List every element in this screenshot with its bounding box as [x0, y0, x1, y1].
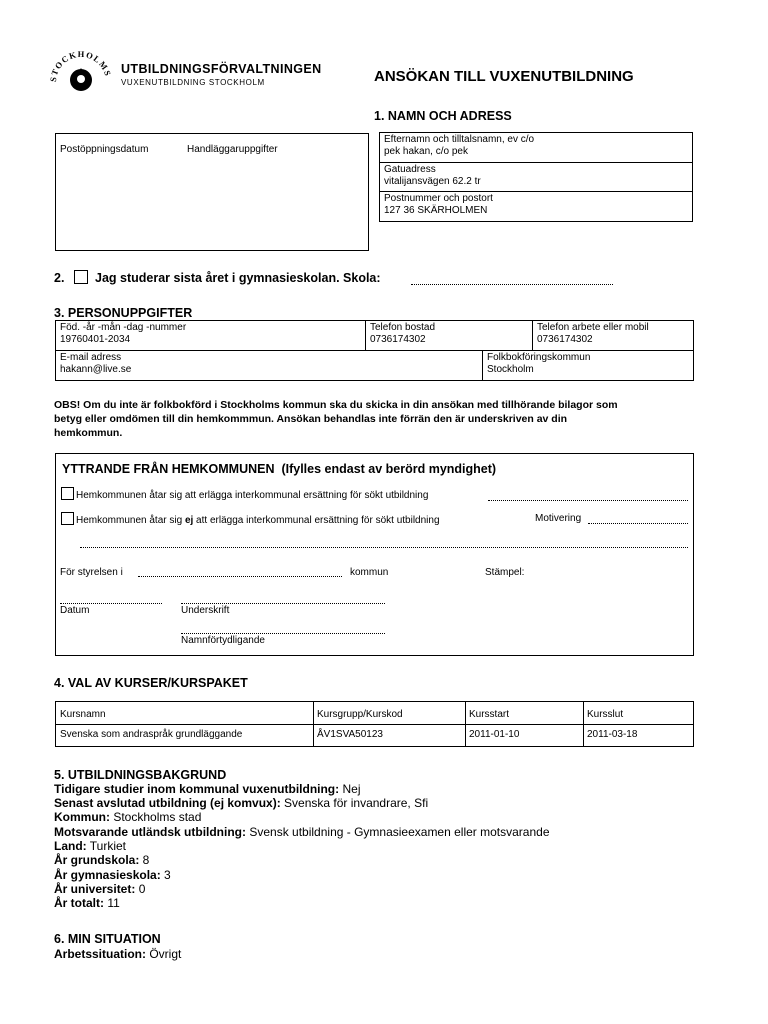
- last-year-checkbox[interactable]: [74, 270, 88, 284]
- list-item: [54, 825, 550, 839]
- pnr-label: Föd. -år -mån -dag -nummer: [60, 322, 187, 333]
- background-value: 3: [160, 868, 171, 882]
- municipality-field[interactable]: [482, 350, 693, 380]
- option1-checkbox[interactable]: [61, 487, 74, 500]
- work-phone-field[interactable]: [532, 321, 693, 350]
- section1-heading: 1. NAMN OCH ADRESS: [374, 109, 512, 123]
- form-title: ANSÖKAN TILL VUXENUTBILDNING: [374, 68, 634, 85]
- postal-field[interactable]: [380, 191, 692, 221]
- obs-line-2: betyg eller omdömen till din hemkommmun. Ansökan behandlas inte förrän den är underskriven av din: [54, 413, 568, 425]
- personal-info-box: [55, 320, 694, 381]
- home-phone-label: Telefon bostad: [370, 322, 436, 333]
- date-input-line[interactable]: [60, 603, 162, 604]
- section2-number: 2.: [54, 271, 65, 285]
- option2-text-post: att erlägga interkommunal ersättning för sökt utbildning: [193, 515, 440, 526]
- background-label: Tidigare studier inom kommunal vuxenutbildning:: [54, 782, 340, 796]
- motivation-input-line[interactable]: [588, 523, 688, 524]
- stamp-label: Stämpel:: [485, 567, 525, 578]
- statement-heading: YTTRANDE FRÅN HEMKOMMUNEN: [62, 462, 275, 476]
- home-phone-value: 0736174302: [370, 334, 426, 345]
- background-label: År universitet:: [54, 882, 136, 896]
- clarification-label: Namnförtydligande: [181, 635, 265, 646]
- section6-heading: 6. MIN SITUATION: [54, 932, 161, 946]
- background-label: År gymnasieskola:: [54, 868, 161, 882]
- motivation-label: Motivering: [535, 513, 582, 524]
- statement-heading-note: (Ifylles endast av berörd myndighet): [281, 462, 497, 476]
- city-seal-logo: [48, 46, 114, 106]
- background-value: Turkiet: [86, 839, 127, 853]
- option2-label: [76, 515, 440, 527]
- section5-heading: 5. UTBILDNINGSBAKGRUND: [54, 768, 227, 782]
- signature-input-line[interactable]: [181, 603, 385, 604]
- background-label: Land:: [54, 839, 87, 853]
- background-value: Svenska för invandrare, Sfi: [280, 796, 429, 810]
- background-value: Nej: [339, 782, 361, 796]
- municipality-label: Folkbokföringskommun: [487, 352, 591, 363]
- school-input-line[interactable]: [411, 284, 613, 285]
- background-value: Svensk utbildning - Gymnasieexamen eller motsvarande: [246, 825, 550, 839]
- option2-text-pre: Hemkommunen åtar sig: [76, 515, 185, 526]
- signature-label: Underskrift: [181, 605, 230, 616]
- name-field[interactable]: [380, 133, 692, 162]
- office-use-box: [55, 133, 369, 251]
- pnr-value: 19760401-2034: [60, 334, 131, 345]
- post-date-label: Postöppningsdatum: [60, 144, 149, 155]
- email-value: hakann@live.se: [60, 364, 132, 375]
- statement-box: [55, 453, 694, 656]
- courses-header-name: Kursnamn: [60, 709, 106, 720]
- work-situation-label: Arbetssituation:: [54, 947, 147, 961]
- list-item: [54, 896, 120, 910]
- section4-heading: 4. VAL AV KURSER/KURSPAKET: [54, 676, 248, 690]
- table-row: [56, 724, 693, 746]
- street-value: vitalijansvägen 62.2 tr: [384, 176, 481, 187]
- list-item: [54, 782, 360, 796]
- background-value: 0: [135, 882, 146, 896]
- seal-text: STOCKHOLMS: [48, 48, 114, 83]
- background-label: Kommun:: [54, 810, 110, 824]
- postal-value: 127 36 SKÄRHOLMEN: [384, 205, 488, 216]
- background-value: Stockholms stad: [110, 810, 202, 824]
- courses-header-end: Kursslut: [587, 709, 624, 720]
- street-label: Gatuadress: [384, 164, 436, 175]
- home-phone-field[interactable]: [365, 321, 533, 350]
- work-phone-value: 0736174302: [537, 334, 593, 345]
- list-item: [54, 796, 428, 810]
- municipality-suffix: kommun: [350, 567, 389, 578]
- option1-label: Hemkommunen åtar sig att erlägga interkommunal ersättning för sökt utbildning: [76, 490, 429, 501]
- pnr-field[interactable]: [56, 321, 367, 350]
- background-label: År totalt:: [54, 896, 104, 910]
- handler-label: Handläggaruppgifter: [187, 144, 278, 155]
- street-field[interactable]: [380, 162, 692, 191]
- obs-note: [54, 398, 704, 440]
- work-situation-line: [54, 947, 181, 961]
- course-name-cell: Svenska som andraspråk grundläggande: [60, 729, 243, 740]
- email-field[interactable]: [56, 350, 483, 380]
- statement-heading-row: [62, 462, 496, 476]
- list-item: [54, 882, 145, 896]
- email-label: E-mail adress: [60, 352, 122, 363]
- list-item: [54, 853, 149, 867]
- obs-line-3: hemkommun.: [54, 427, 123, 439]
- work-situation-value: Övrigt: [146, 947, 182, 961]
- courses-header-code: Kursgrupp/Kurskod: [317, 709, 403, 720]
- org-subtitle: VUXENUTBILDNING STOCKHOLM: [121, 78, 265, 87]
- option1-input-line[interactable]: [488, 500, 688, 501]
- background-value: 8: [139, 853, 150, 867]
- list-item: [54, 839, 126, 853]
- motivation-input-line-2[interactable]: [80, 547, 688, 548]
- date-label: Datum: [60, 605, 90, 616]
- list-item: [54, 868, 171, 882]
- obs-line-1: OBS! Om du inte är folkbokförd i Stockholms kommun ska du skicka in din ansökan med tillhörande bilagor som: [54, 399, 618, 411]
- section2-text: Jag studerar sista året i gymnasieskolan. Skola:: [95, 271, 381, 285]
- background-value: 11: [104, 896, 120, 910]
- option2-checkbox[interactable]: [61, 512, 74, 525]
- board-municipality-input-line[interactable]: [138, 576, 342, 577]
- name-value: pek hakan, c/o pek: [384, 146, 468, 157]
- course-end-cell: 2011-03-18: [587, 729, 638, 740]
- section3-heading: 3. PERSONUPPGIFTER: [54, 306, 193, 320]
- courses-header-start: Kursstart: [469, 709, 510, 720]
- background-label: Senast avslutad utbildning (ej komvux):: [54, 796, 281, 810]
- course-start-cell: 2011-01-10: [469, 729, 520, 740]
- background-label: År grundskola:: [54, 853, 140, 867]
- municipality-value: Stockholm: [487, 364, 534, 375]
- board-label: För styrelsen i: [60, 567, 123, 578]
- option2-text-em: ej: [184, 515, 194, 526]
- list-item: [54, 810, 201, 824]
- name-label: Efternamn och tilltalsnamn, ev c/o: [384, 134, 535, 145]
- name-address-box: [379, 132, 693, 222]
- postal-label: Postnummer och postort: [384, 193, 493, 204]
- courses-table: [55, 701, 694, 747]
- org-name: UTBILDNINGSFÖRVALTNINGEN: [121, 62, 322, 76]
- clarification-input-line[interactable]: [181, 633, 385, 634]
- course-code-cell: ÅV1SVA50123: [317, 729, 383, 740]
- work-phone-label: Telefon arbete eller mobil: [537, 322, 649, 333]
- background-label: Motsvarande utländsk utbildning:: [54, 825, 247, 839]
